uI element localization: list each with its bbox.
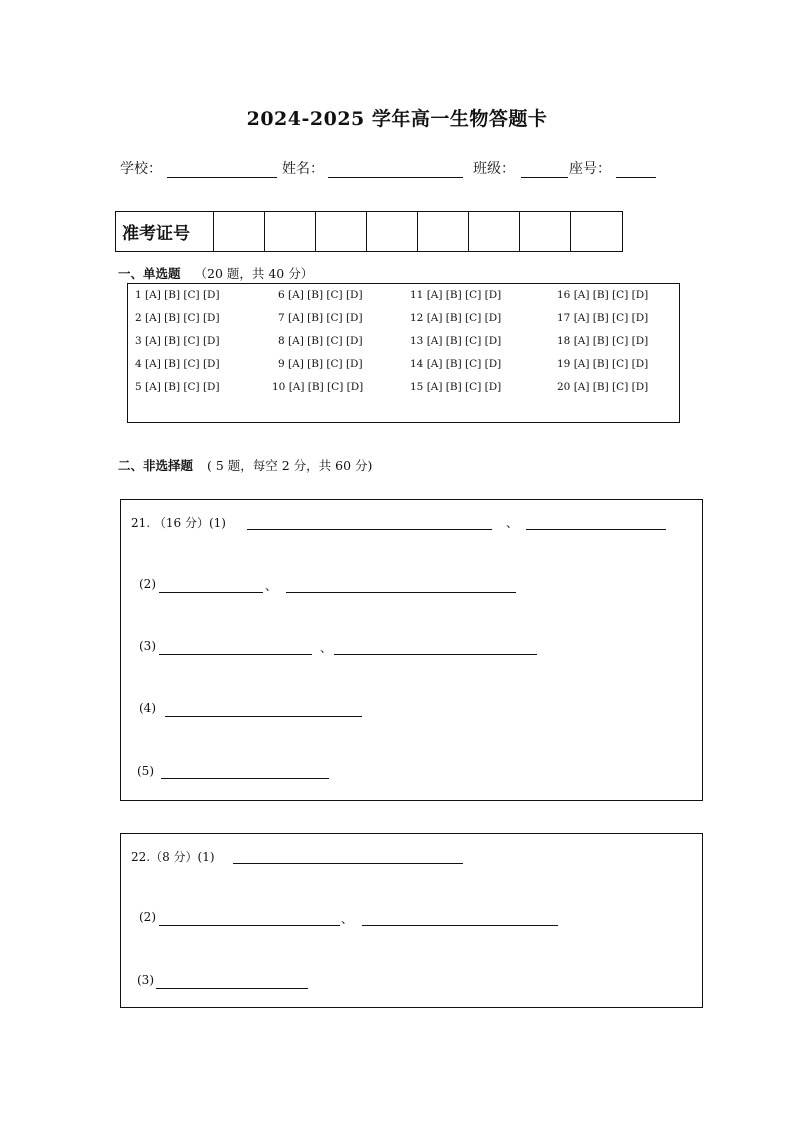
q21-2-label: (2) xyxy=(139,577,156,591)
page-title: 2024-2025 学年高一生物答题卡 xyxy=(246,108,548,130)
exam-id-digit-cell[interactable] xyxy=(367,212,418,251)
section2-header xyxy=(118,456,372,474)
mc-item[interactable]: 5 [A] [B] [C] [D] xyxy=(135,381,220,393)
q22-2-sep: 、 xyxy=(341,912,354,926)
seat-label: 座号： xyxy=(569,161,611,177)
q21-5-answer[interactable] xyxy=(161,777,329,779)
multiple-choice-box xyxy=(127,283,680,423)
mc-item[interactable]: 10 [A] [B] [C] [D] xyxy=(272,381,364,393)
name-label: 姓名： xyxy=(282,161,324,177)
mc-item[interactable]: 1 [A] [B] [C] [D] xyxy=(135,289,220,301)
question-22-box xyxy=(120,833,703,1008)
q22-2-answer-a[interactable] xyxy=(159,924,340,926)
mc-item[interactable]: 14 [A] [B] [C] [D] xyxy=(410,358,502,370)
exam-id-digit-cell[interactable] xyxy=(469,212,520,251)
q21-2-answer-b[interactable] xyxy=(286,591,516,593)
q22-head: 22.（8 分）(1) xyxy=(131,850,215,864)
q21-3-sep: 、 xyxy=(320,641,333,655)
section2-heading: 二、非选择题 xyxy=(118,458,194,473)
mc-item[interactable]: 13 [A] [B] [C] [D] xyxy=(410,335,502,347)
q21-1-answer-a[interactable] xyxy=(247,528,492,530)
q22-3-answer[interactable] xyxy=(156,987,308,989)
q22-3-label: (3) xyxy=(137,973,154,987)
school-label: 学校： xyxy=(120,161,162,177)
class-label: 班级： xyxy=(473,161,515,177)
section2-note: ( 5 题，每空 2 分，共 60 分) xyxy=(207,458,373,473)
mc-item[interactable]: 20 [A] [B] [C] [D] xyxy=(557,381,649,393)
name-field[interactable] xyxy=(328,176,463,178)
q21-4-label: (4) xyxy=(139,701,156,715)
mc-item[interactable]: 17 [A] [B] [C] [D] xyxy=(557,312,649,324)
exam-id-digit-cell[interactable] xyxy=(214,212,265,251)
mc-item[interactable]: 18 [A] [B] [C] [D] xyxy=(557,335,649,347)
mc-item[interactable]: 9 [A] [B] [C] [D] xyxy=(278,358,363,370)
school-field[interactable] xyxy=(167,176,277,178)
mc-item[interactable]: 7 [A] [B] [C] [D] xyxy=(278,312,363,324)
q21-4-answer[interactable] xyxy=(165,715,362,717)
mc-item[interactable]: 8 [A] [B] [C] [D] xyxy=(278,335,363,347)
mc-item[interactable]: 3 [A] [B] [C] [D] xyxy=(135,335,220,347)
exam-id-table xyxy=(115,211,623,252)
exam-id-digit-cell[interactable] xyxy=(571,212,622,251)
exam-id-digit-cell[interactable] xyxy=(316,212,367,251)
q22-2-label: (2) xyxy=(139,910,156,924)
q21-2-answer-a[interactable] xyxy=(159,591,263,593)
mc-item[interactable]: 12 [A] [B] [C] [D] xyxy=(410,312,502,324)
mc-item[interactable]: 2 [A] [B] [C] [D] xyxy=(135,312,220,324)
mc-item[interactable]: 4 [A] [B] [C] [D] xyxy=(135,358,220,370)
exam-id-digit-cell[interactable] xyxy=(265,212,316,251)
question-21-box xyxy=(120,499,703,801)
mc-item[interactable]: 15 [A] [B] [C] [D] xyxy=(410,381,502,393)
q21-1-sep: 、 xyxy=(506,516,519,530)
section1-heading: 一、单选题 xyxy=(118,266,181,281)
q21-3-label: (3) xyxy=(139,639,156,653)
exam-id-label: 准考证号 xyxy=(116,212,214,251)
q21-3-answer-b[interactable] xyxy=(334,653,537,655)
mc-item[interactable]: 11 [A] [B] [C] [D] xyxy=(410,289,502,301)
section1-header xyxy=(118,264,313,282)
class-field[interactable] xyxy=(521,176,568,178)
exam-id-digit-cell[interactable] xyxy=(520,212,571,251)
q21-3-answer-a[interactable] xyxy=(159,653,312,655)
section1-note: （20 题，共 40 分） xyxy=(194,266,314,281)
seat-field[interactable] xyxy=(616,176,656,178)
q22-1-answer[interactable] xyxy=(233,862,463,864)
mc-item[interactable]: 16 [A] [B] [C] [D] xyxy=(557,289,649,301)
q21-5-label: (5) xyxy=(137,764,154,778)
q21-1-answer-b[interactable] xyxy=(526,528,666,530)
mc-item[interactable]: 19 [A] [B] [C] [D] xyxy=(557,358,649,370)
exam-id-digit-cell[interactable] xyxy=(418,212,469,251)
q21-2-sep: 、 xyxy=(265,579,278,593)
q21-head: 21. （16 分）(1) xyxy=(131,516,226,530)
mc-item[interactable]: 6 [A] [B] [C] [D] xyxy=(278,289,363,301)
q22-2-answer-b[interactable] xyxy=(362,924,558,926)
